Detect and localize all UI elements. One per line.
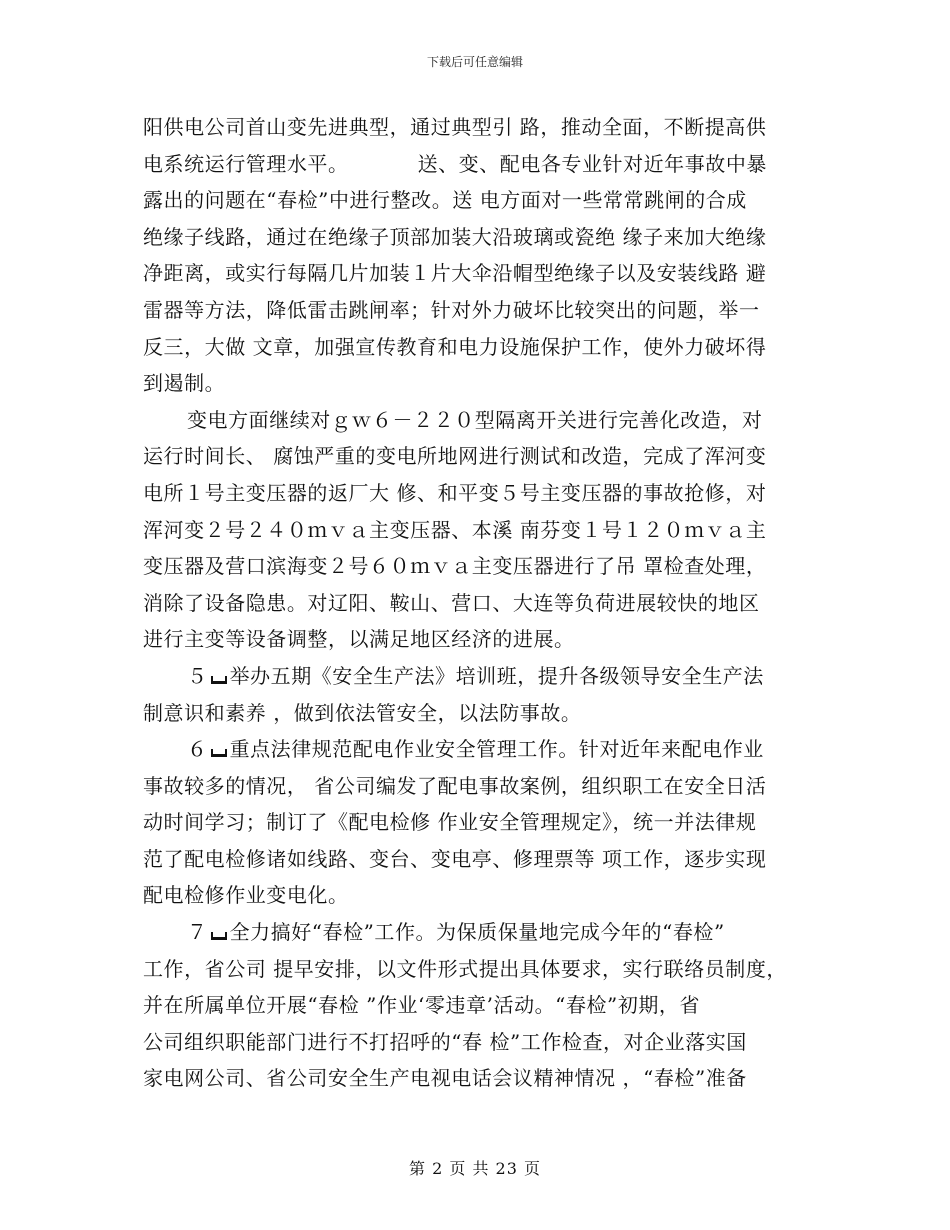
page-footer: 第 2 页 共 23 页 [409, 1159, 541, 1178]
item-number: ５ [187, 663, 208, 688]
document-body [143, 109, 808, 1097]
body-line: 反三，大做 文章，加强宣传教育和电力设施保护工作，使外力破坏得 [143, 334, 767, 359]
body-line: 变压器及营口滨海变２号６０ｍｖａ主变压器进行了吊 罩检查处理， [143, 554, 767, 579]
body-line: 净距离，或实行每隔几片加装１片大伞沿帽型绝缘子以及安装线路 避 [143, 261, 767, 286]
body-line: 变电方面继续对ｇｗ６－２２０型隔离开关进行完善化改造，对 [187, 407, 763, 432]
list-marker-icon [211, 676, 227, 684]
item-number: ７ [187, 920, 208, 945]
body-line: 进行主变等设备调整，以满足地区经济的进展。 [143, 627, 575, 652]
body-line: 范了配电检修诸如线路、变台、变电亭、修理票等 项工作，逐步实现 [143, 846, 767, 871]
list-marker-icon [211, 932, 227, 940]
body-line: 阳供电公司首山变先进典型，通过典型引 路，推动全面，不断提高供 [143, 115, 767, 139]
item-text: 全力搞好“春检”工作。为保质保量地完成今年的“春检” [229, 920, 725, 945]
body-line: 到遏制。 [143, 371, 226, 396]
body-line: 绝缘子线路，通过在绝缘子顶部加装大沿玻璃或瓷绝 缘子来加大绝缘 [143, 224, 767, 249]
body-line: 公司组织职能部门进行不打招呼的“春 检”工作检查，对企业落实国 [143, 1029, 747, 1054]
list-marker-icon [211, 749, 227, 757]
body-line: 露出的问题在“春检”中进行整改。送 电方面对一些常常跳闸的合成 [143, 188, 747, 213]
body-line: 并在所属单位开展“春检 ”作业‘零违章’活动。“春检”初期，省 [143, 993, 701, 1018]
body-line: 动时间学习；制订了《配电检修 作业安全管理规定》，统一并法律规 [143, 810, 757, 835]
body-line: 配电检修作业变电化。 [143, 883, 349, 908]
body-line: 雷器等方法，降低雷击跳闸率；针对外力破坏比较突出的问题，举一 [143, 297, 760, 322]
page-header: 下载后可任意编辑 [426, 55, 523, 69]
numbered-item-line [143, 731, 808, 768]
body-line: 电系统运行管理水平。 送、变、配电各专业针对近年事故中暴 [143, 151, 767, 176]
body-line: 工作，省公司 提早安排，以文件形式提出具体要求，实行联络员制度， [143, 956, 787, 981]
body-line: 电所１号主变压器的返厂大 修、和平变５号主变压器的事故抢修，对 [143, 480, 767, 505]
item-text: 重点法律规范配电作业安全管理工作。针对近年来配电作业 [229, 737, 764, 762]
body-line: 事故较多的情况， 省公司编发了配电事故案例，组织职工在安全日活 [143, 773, 767, 798]
body-line: 浑河变２号２４０ｍｖａ主变压器、本溪 南芬变１号１２０ｍｖａ主 [143, 517, 767, 542]
body-line: 消除了设备隐患。对辽阳、鞍山、营口、大连等负荷进展较快的地区 [143, 590, 760, 615]
body-line: 运行时间长、 腐蚀严重的变电所地网进行测试和改造，完成了浑河变 [143, 444, 767, 469]
numbered-item-line [143, 914, 808, 951]
item-text: 举办五期《安全生产法》培训班，提升各级领导安全生产法 [229, 663, 764, 688]
numbered-item-line [143, 658, 808, 695]
body-line: 制意识和素养 ，做到依法管安全，以法防事故。 [143, 700, 582, 725]
body-line: 家电网公司、省公司安全生产电视电话会议精神情况 ，“春检”准备 [143, 1066, 747, 1091]
item-number: ６ [187, 737, 208, 762]
